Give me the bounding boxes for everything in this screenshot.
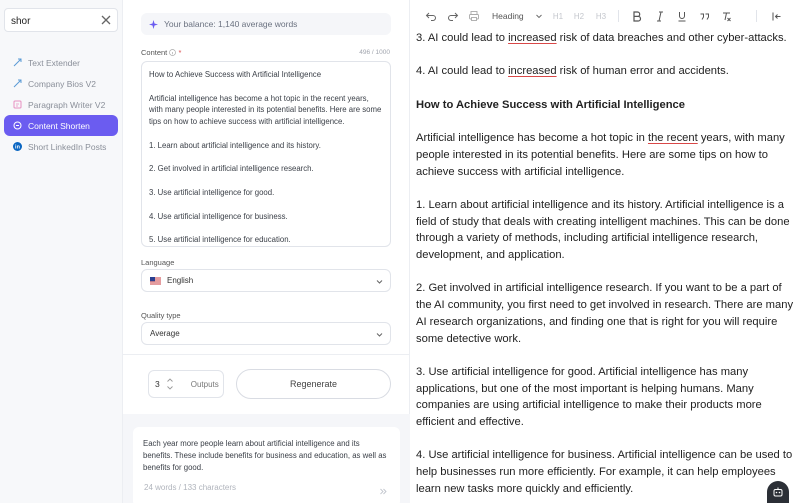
results-area	[123, 414, 410, 503]
linkedin-icon	[13, 142, 22, 151]
toolbar-separator	[756, 10, 757, 22]
heading-3-button[interactable]: H3	[595, 11, 607, 21]
sidebar-item-label: Content Shorten	[28, 120, 90, 131]
spellcheck-flag[interactable]: increased	[508, 65, 557, 78]
content-paragraph: 2. Get involved in artificial intelligence research.	[149, 164, 314, 174]
sidebar-item-label: Short LinkedIn Posts	[28, 141, 107, 152]
clear-format-icon[interactable]	[719, 8, 733, 24]
required-marker: *	[178, 48, 182, 57]
result-stats: 24 words / 133 characters	[144, 483, 237, 492]
print-icon[interactable]	[467, 8, 481, 24]
sidebar-item-text-extender[interactable]	[4, 52, 118, 73]
spellcheck-flag[interactable]: increased	[508, 32, 557, 44]
language-label: Language	[141, 258, 175, 267]
sidebar-item-content-shorten[interactable]	[4, 115, 118, 136]
assistant-bot-button[interactable]	[767, 481, 789, 503]
word-balance	[141, 13, 391, 35]
chevron-down-icon	[535, 12, 543, 20]
clear-search-icon[interactable]	[99, 13, 113, 27]
shorten-icon	[13, 121, 22, 130]
underline-icon[interactable]	[675, 8, 689, 24]
content-paragraph: How to Achieve Success with Artificial Intelligence	[149, 70, 322, 79]
robot-icon	[772, 486, 784, 498]
language-select[interactable]	[141, 269, 391, 292]
content-paragraph: 3. Use artificial intelligence for good.	[149, 187, 275, 197]
redo-icon[interactable]	[446, 8, 460, 24]
content-label-text: Content	[141, 48, 168, 57]
heading-1-button[interactable]: H1	[552, 11, 564, 21]
doc-paragraph: 2. Get involved in artificial intelligence research. If you want to be a part of the AI community, you first need to get involved in research. There are many AI research organizations, and finding one that is right for you will require some detective work.	[416, 282, 794, 345]
sidebar-item-company-bios[interactable]	[4, 73, 118, 94]
stepper-arrows[interactable]	[166, 377, 174, 391]
chevron-down-icon	[375, 330, 384, 339]
bio-icon	[13, 79, 22, 88]
italic-icon[interactable]	[653, 8, 667, 24]
quality-select[interactable]	[141, 322, 391, 345]
doc-heading: How to Achieve Success with Artificial Intelligence	[416, 98, 685, 111]
doc-paragraph: Artificial intelligence has become a hot topic in the recent years, with many people interested in its potential benefits. Here are some tips on how to achieve success with artificial intelligence.	[416, 132, 785, 178]
content-paragraph: 1. Learn about artificial intelligence and its history.	[149, 140, 321, 150]
undo-icon[interactable]	[424, 8, 438, 24]
sidebar-item-paragraph-writer[interactable]	[4, 94, 118, 115]
us-flag-icon	[150, 277, 161, 285]
editor-toolbar	[410, 4, 800, 28]
svg-text:in: in	[15, 144, 20, 151]
chevron-down-icon[interactable]	[166, 385, 174, 391]
doc-paragraph: 4. Use artificial intelligence for business. Artificial intelligence can be used to help businesses run more efficiently. For example, it can help employees learn new tasks more quickly and efficiently.	[416, 449, 793, 495]
quality-label: Quality type	[141, 311, 181, 320]
search-input[interactable]	[11, 13, 97, 29]
heading-select[interactable]	[484, 7, 546, 25]
outputs-label: Outputs	[190, 379, 219, 389]
character-count: 496 / 1000	[359, 49, 390, 56]
paragraph-icon	[13, 100, 22, 109]
doc-paragraph: 4. AI could lead to increased risk of human error and accidents.	[416, 65, 729, 78]
chevron-up-icon[interactable]	[166, 377, 174, 383]
template-list	[4, 52, 118, 157]
spellcheck-flag[interactable]: the recent	[647, 132, 698, 145]
bold-icon[interactable]	[630, 8, 644, 24]
chevron-down-icon	[375, 277, 384, 286]
document-editor	[410, 0, 800, 503]
heading-value: Heading	[492, 11, 524, 21]
content-textarea[interactable]	[141, 61, 391, 247]
document-body[interactable]	[416, 30, 798, 503]
quote-icon[interactable]	[697, 8, 711, 24]
sidebar	[0, 0, 123, 503]
template-search	[4, 8, 118, 32]
sidebar-item-linkedin-posts[interactable]	[4, 136, 118, 157]
content-label	[141, 48, 181, 57]
doc-paragraph	[416, 30, 798, 47]
collapse-panel-icon[interactable]	[769, 8, 783, 24]
content-paragraph: 4. Use artificial intelligence for business.	[149, 211, 288, 221]
insert-arrow-icon[interactable]	[379, 483, 388, 492]
outputs-value: 3	[155, 379, 160, 389]
content-paragraph: 5. Use artificial intelligence for education.	[149, 235, 291, 245]
regenerate-button[interactable]: Regenerate	[236, 369, 391, 399]
doc-paragraph: 3. Use artificial intelligence for good. Artificial intelligence has many applications, but one of the most important is helping humans. Many companies are using artificial intelligence to make their products more efficient and effective.	[416, 365, 762, 429]
language-value: English	[167, 276, 194, 285]
result-card[interactable]	[133, 427, 400, 503]
toolbar-separator	[618, 10, 619, 22]
outputs-stepper[interactable]	[148, 370, 224, 398]
sparkle-icon	[149, 20, 158, 29]
balance-text: Your balance: 1,140 average words	[164, 19, 298, 29]
extend-icon	[13, 58, 22, 67]
sidebar-item-label: Company Bios V2	[28, 78, 97, 89]
content-paragraph: Artificial intelligence has become a hot topic in the recent years, with many people interested in its potential benefits. Here are some tips on how to achieve success with artificial intelligence.	[149, 93, 382, 127]
sidebar-item-label: Text Extender	[28, 57, 80, 68]
doc-paragraph: 1. Learn about artificial intelligence and its history. Artificial intelligence is a field of study that deals with creating intelligent machines. This can be done through a variety of methods, including artificial intelligence research, development, and application.	[416, 198, 790, 262]
sidebar-item-label: Paragraph Writer V2	[28, 99, 106, 110]
quality-value: Average	[150, 329, 180, 338]
heading-2-button[interactable]: H2	[573, 11, 585, 21]
divider	[123, 354, 410, 355]
result-text: Each year more people learn about artificial intelligence and its benefits. These include benefits for business and education, as well as benefits for good.	[143, 439, 387, 472]
doc-paragraph-text: 3. AI could lead to increased risk of data breaches and other cyber-attacks.	[416, 32, 787, 44]
template-form	[123, 0, 410, 503]
